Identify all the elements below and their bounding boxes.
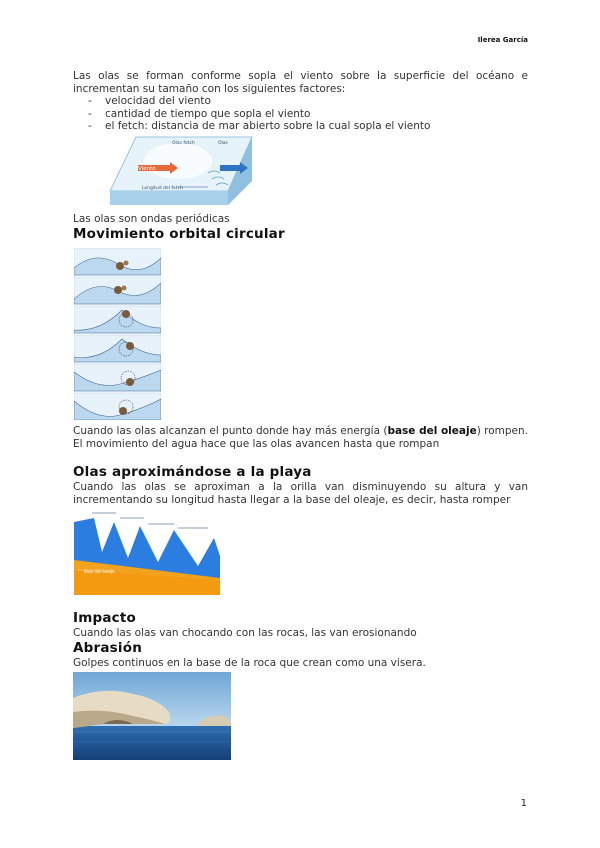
factors-list	[88, 95, 430, 133]
author-name: Ilerea García	[477, 36, 528, 44]
coastal-rock-photo	[73, 672, 231, 760]
label-fetch-waves: Olas fetch	[172, 141, 195, 146]
sea	[73, 726, 231, 760]
label-fetch-length: Longitud del fetch	[142, 186, 183, 191]
wind-fetch-diagram	[108, 135, 254, 208]
orbital-frame-2	[74, 277, 161, 304]
orbital-frame-6	[74, 393, 161, 420]
abrasion-text: Golpes continuos en la base de la roca que crean como una visera.	[73, 657, 426, 669]
list-item: - velocidad del viento	[88, 95, 211, 107]
periodic-waves-text: Las olas son ondas periódicas	[73, 213, 230, 225]
orbital-motion-diagram	[74, 248, 161, 420]
orbital-frame-4	[74, 335, 161, 362]
approach-heading: Olas aproximándose a la playa	[73, 464, 312, 480]
intro-paragraph: Las olas se forman conforme sopla el viento sobre la superficie del océano e incrementan su tamaño con los siguientes factores:	[73, 70, 528, 95]
orbital-text-2: El movimiento del agua hace que las olas avancen hasta que rompan	[73, 438, 440, 450]
orbital-frame-3	[74, 306, 161, 333]
label-wave-base: Base del oleaje	[84, 569, 115, 574]
list-item: - cantidad de tiempo que sopla el viento	[88, 107, 311, 120]
list-item: - el fetch: distancia de mar abierto sobre la cual sopla el viento	[88, 120, 431, 132]
label-waves: Olas	[218, 141, 228, 146]
storm-area	[144, 143, 212, 179]
orbital-frame-5	[74, 364, 161, 391]
orbital-frame-1	[74, 248, 161, 275]
orbital-heading: Movimiento orbital circular	[73, 226, 285, 242]
impact-text: Cuando las olas van chocando con las rocas, las van erosionando	[73, 627, 417, 639]
page-number: 1	[520, 798, 527, 809]
approach-text: Cuando las olas se aproximan a la orilla van disminuyendo su altura y van incrementando su longitud hasta llegar a la base del oleaje, es decir, hasta romper	[73, 481, 528, 506]
sea-block-front	[110, 191, 228, 205]
orbital-text: Cuando las olas alcanzan el punto donde hay más energía (base del oleaje) rompen.	[73, 425, 529, 437]
impact-heading: Impacto	[73, 610, 136, 626]
shore-waves-diagram	[74, 510, 220, 595]
abrasion-heading: Abrasión	[73, 640, 143, 656]
label-viento: Viento	[138, 166, 156, 172]
